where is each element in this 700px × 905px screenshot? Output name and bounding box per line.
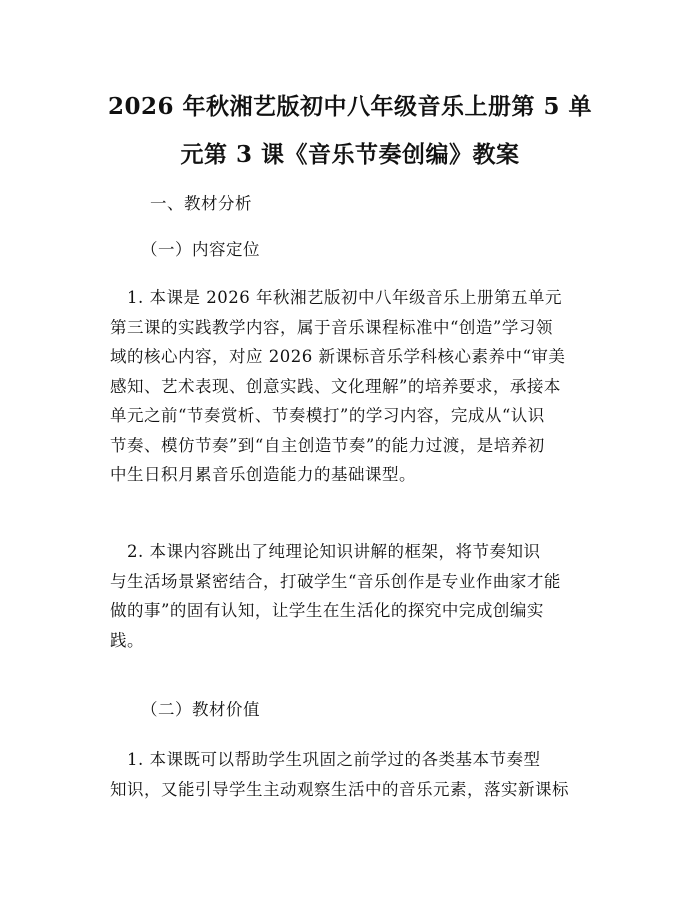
paragraph-2	[110, 537, 595, 655]
document-title	[95, 83, 605, 179]
title-line-1: 2026 年秋湘艺版初中八年级音乐上册第 5 单	[107, 93, 593, 120]
paragraph-2-line: 与生活场景紧密结合，打破学生“音乐创作是专业作曲家才能	[110, 571, 561, 591]
paragraph-2-line: 践。	[110, 630, 144, 650]
paragraph-1-line: 1. 本课是 2026 年秋湘艺版初中八年级音乐上册第五单元	[110, 288, 562, 307]
paragraph-1-line: 单元之前“节奏赏析、节奏模打”的学习内容，完成从“认识	[110, 406, 545, 425]
paragraph-3	[110, 745, 595, 804]
paragraph-1-line: 中生日积月累音乐创造能力的基础课型。	[110, 465, 416, 484]
paragraph-3-line: 1. 本课既可以帮助学生巩固之前学过的各类基本节奏型	[110, 750, 541, 769]
section-heading-1: 一、教材分析	[150, 194, 252, 213]
paragraph-1-line: 感知、艺术表现、创意实践、文化理解”的培养要求，承接本	[110, 376, 561, 396]
subsection-heading-1: （一）内容定位	[141, 240, 260, 259]
paragraph-3-line: 知识，又能引导学生主动观察生活中的音乐元素，落实新课标	[110, 779, 569, 799]
paragraph-1	[110, 283, 595, 490]
paragraph-1-line: 第三课的实践教学内容，属于音乐课程标准中“创造”学习领	[110, 317, 553, 337]
paragraph-1-line: 域的核心内容，对应 2026 新课标音乐学科核心素养中“审美	[110, 347, 566, 366]
title-line-2: 元第 3 课《音乐节奏创编》教案	[180, 141, 520, 168]
paragraph-1-line: 节奏、模仿节奏”到“自主创造节奏”的能力过渡，是培养初	[110, 435, 545, 455]
subsection-heading-2: （二）教材价值	[141, 700, 260, 719]
paragraph-2-line: 2. 本课内容跳出了纯理论知识讲解的框架，将节奏知识	[110, 542, 541, 561]
paragraph-2-line: 做的事”的固有认知，让学生在生活化的探究中完成创编实	[110, 601, 544, 620]
